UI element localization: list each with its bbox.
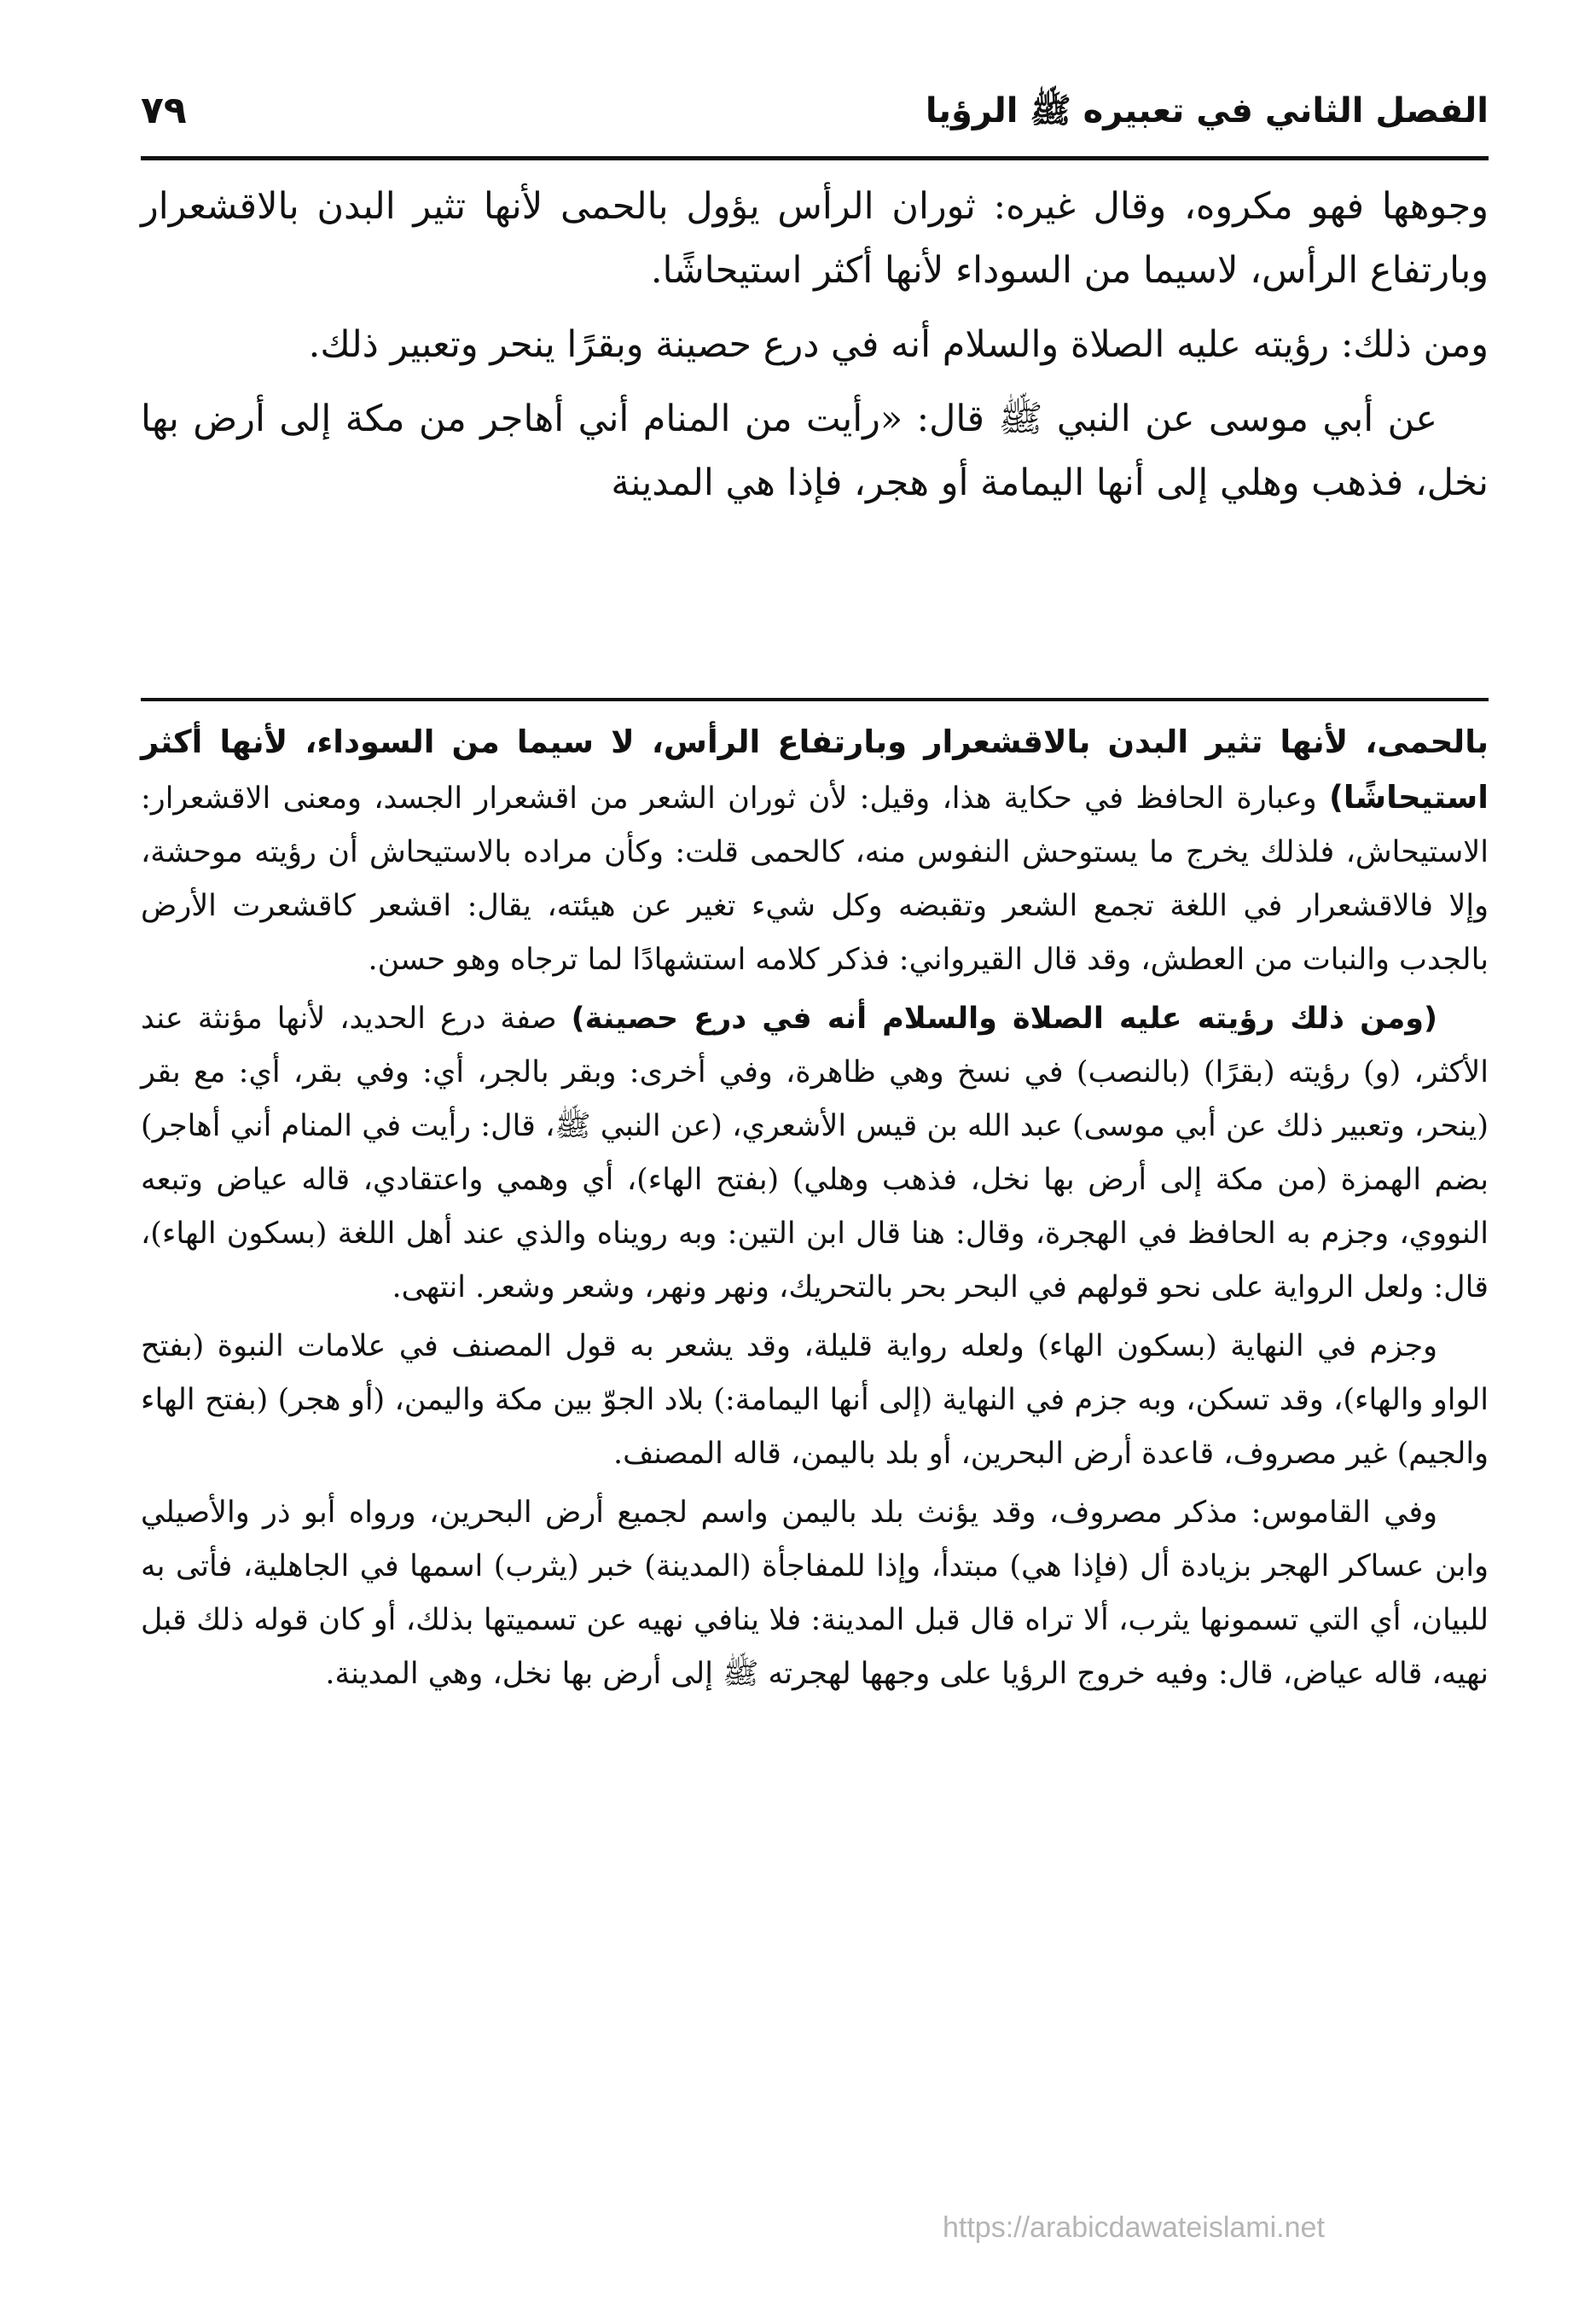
watermark-url: https://arabicdawateislami.net xyxy=(943,2211,1325,2244)
note-paragraph xyxy=(141,715,1489,987)
main-text xyxy=(141,175,1489,526)
main-paragraph: عن أبي موسى عن النبي ﷺ قال: «رأيت من المنام أني أهاجر من مكة إلى أرض بها نخل، فذهب وهلي إلى أنها اليمامة أو هجر، فإذا هي المدينة xyxy=(141,398,1489,504)
note-bold-lead: (ومن ذلك رؤيته عليه الصلاة والسلام أنه في درع حصينة) xyxy=(571,1002,1437,1036)
main-paragraph: وجوهها فهو مكروه، وقال غيره: ثوران الرأس يؤول بالحمى لأنها تثير البدن بالاقشعرار وبارتفاع الرأس، لاسيما من السوداء لأنها أكثر استيحاشًا. xyxy=(141,185,1489,292)
footnote-divider xyxy=(141,698,1489,701)
note-text: صفة درع الحديد، لأنها مؤنثة عند الأكثر، (و) رؤيته (بقرًا) (بالنصب) في نسخ وهي ظاهرة، وفي أخرى: وبقر بالجر، أي: وفي بقر، أي: مع بقر (ينحر، وتعبير ذلك عن أبي موسى) عبد الله بن قيس الأشعري، (عن النبي ﷺ، قال: رأيت في المنام أني أهاجر) بضم الهمزة (من مكة إلى أرض بها نخل، فذهب وهلي) (بفتح الهاء)، أي وهمي واعتقادي، قاله عياض وتبعه النووي، وجزم به الحافظ في الهجرة، وقال: هنا قال ابن التين: وبه رويناه والذي عند أهل اللغة (بسكون الهاء)، قال: ولعل الرواية على نحو قولهم في البحر بحر بالتحريك، ونهر ونهر، وشعر وشعر. انتهى. xyxy=(141,1002,1489,1304)
note-text: وعبارة الحافظ في حكاية هذا، وقيل: لأن ثوران الشعر من اقشعرار الجسد، ومعنى الاقشعرار: الاستيحاش، فلذلك يخرج ما يستوحش النفوس منه، كالحمى قلت: وكأن مراده بالاستيحاش أن رؤيته موحشة، وإلا فالاقشعرار في اللغة تجمع الشعر وتقبضه وكل شيء تغير عن هيئته، يقال: اقشعر كاقشعرت الأرض بالجدب والنبات من العطش، وقد قال القيرواني: فذكر كلامه استشهادًا لما ترجاه وهو حسن. xyxy=(141,781,1489,977)
main-paragraph: ومن ذلك: رؤيته عليه الصلاة والسلام أنه في درع حصينة وبقرًا ينحر وتعبير ذلك. xyxy=(308,323,1489,366)
page-number: ٧٩ xyxy=(141,89,187,132)
note-text: وجزم في النهاية (بسكون الهاء) ولعله رواية قليلة، وقد يشعر به قول المصنف في علامات النبوة (بفتح الواو والهاء)، وقد تسكن، وبه جزم في النهاية (إلى أنها اليمامة:) بلاد الجوّ بين مكة واليمن، (أو هجر) (بفتح الهاء والجيم) غير مصروف، قاعدة أرض البحرين، أو بلد باليمن، قاله المصنف. xyxy=(141,1329,1489,1471)
header-divider xyxy=(141,156,1489,160)
note-text: وفي القاموس: مذكر مصروف، وقد يؤنث بلد باليمن واسم لجميع أرض البحرين، ورواه أبو ذر والأصيلي وابن عساكر الهجر بزيادة أل (فإذا هي) مبتدأ، وإذا للمفاجأة (المدينة) خبر (يثرب) اسمها في الجاهلية، فأتى به للبيان، أي التي تسمونها يثرب، ألا تراه قال قبل المدينة: فلا ينافي نهيه عن تسميتها بذلك، أو كان قوله ذلك قبل نهيه، قاله عياض، قال: وفيه خروج الرؤيا على وجهها لهجرته ﷺ إلى أرض بها نخل، وهي المدينة. xyxy=(141,1496,1489,1691)
chapter-title: الفصل الثاني في تعبيره ﷺ الرؤيا xyxy=(925,91,1489,131)
note-paragraph xyxy=(141,992,1489,1315)
note-bold-lead: بالحمى، لأنها تثير البدن بالاقشعرار وبارتفاع الرأس، لا سيما من السوداء، لأنها أكثر استيحاشًا) xyxy=(141,723,1489,816)
note-paragraph xyxy=(141,1320,1489,1481)
note-paragraph xyxy=(141,1486,1489,1701)
commentary-notes xyxy=(141,715,1489,1706)
running-header xyxy=(141,81,1489,141)
